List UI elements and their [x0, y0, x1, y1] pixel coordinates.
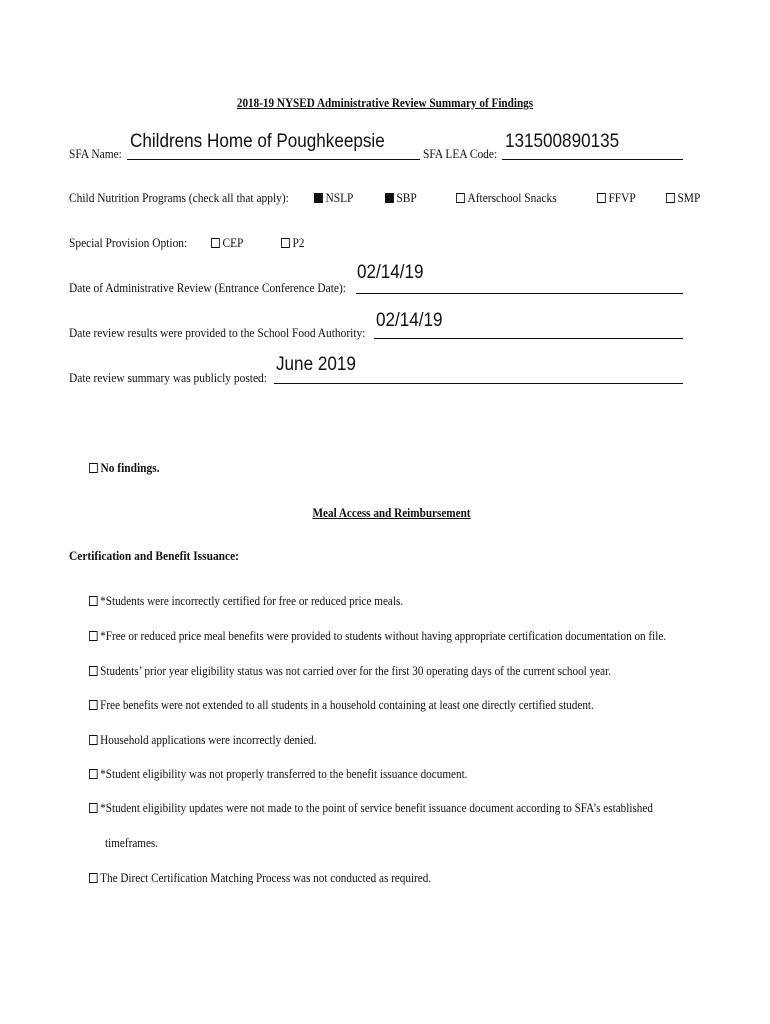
- no-findings-option[interactable]: [89, 460, 160, 476]
- no-findings-checkbox[interactable]: [89, 463, 98, 473]
- review-date-underline: [356, 293, 683, 294]
- program-nslp[interactable]: [314, 190, 353, 206]
- sbp-checkbox[interactable]: [385, 193, 394, 203]
- finding-checkbox[interactable]: [89, 803, 98, 813]
- cep-label: CEP: [222, 235, 244, 250]
- finding-checkbox[interactable]: [89, 873, 98, 883]
- finding-checkbox[interactable]: [89, 631, 98, 641]
- section-title: Meal Access and Reimbursement: [312, 505, 471, 520]
- finding-text: *Student eligibility was not properly transferred to the benefit issuance document.: [100, 766, 468, 781]
- posted-date-underline: [274, 383, 683, 384]
- finding-text: Household applications were incorrectly denied.: [100, 732, 317, 747]
- finding-item[interactable]: [89, 732, 317, 748]
- cep-checkbox[interactable]: [211, 238, 220, 248]
- afterschool-snacks-label: Afterschool Snacks: [467, 190, 557, 205]
- program-smp[interactable]: [666, 190, 700, 206]
- p2-checkbox[interactable]: [281, 238, 290, 248]
- smp-checkbox[interactable]: [666, 193, 675, 203]
- sfa-name-label: SFA Name:: [69, 146, 122, 161]
- finding-item[interactable]: [89, 870, 431, 886]
- posted-date-value[interactable]: June 2019: [276, 354, 356, 375]
- results-date-value[interactable]: 02/14/19: [376, 310, 443, 331]
- finding-item[interactable]: [89, 628, 666, 644]
- program-sbp[interactable]: [385, 190, 417, 206]
- finding-item[interactable]: [89, 766, 467, 782]
- review-date-label: Date of Administrative Review (Entrance Conference Date):: [69, 280, 346, 295]
- finding-text: The Direct Certification Matching Process was not conducted as required.: [100, 870, 432, 885]
- finding-item[interactable]: [89, 697, 594, 713]
- finding-text: *Free or reduced price meal benefits were provided to students without having appropriate certification documentation on file.: [100, 628, 667, 643]
- special-provision-label: Special Provision Option:: [69, 235, 188, 250]
- finding-item[interactable]: [89, 800, 653, 816]
- finding-item[interactable]: [89, 593, 403, 609]
- results-date-label: Date review results were provided to the School Food Authority:: [69, 325, 366, 340]
- finding-checkbox[interactable]: [89, 700, 98, 710]
- sfa-lea-code-underline: [502, 159, 683, 160]
- sfa-lea-code-value[interactable]: 131500890135: [505, 131, 620, 152]
- program-afterschool-snacks[interactable]: [456, 190, 557, 206]
- ffvp-label: FFVP: [608, 190, 636, 205]
- sfa-lea-code-label: SFA LEA Code:: [423, 146, 498, 161]
- p2-label: P2: [292, 235, 305, 250]
- finding-continuation: timeframes.: [105, 835, 159, 850]
- review-date-value[interactable]: 02/14/19: [357, 262, 424, 283]
- provision-p2[interactable]: [281, 235, 305, 251]
- afterschool-snacks-checkbox[interactable]: [456, 193, 465, 203]
- posted-date-label: Date review summary was publicly posted:: [69, 370, 267, 385]
- results-date-underline: [374, 338, 683, 339]
- smp-label: SMP: [677, 190, 701, 205]
- subsection-title: Certification and Benefit Issuance:: [69, 548, 240, 563]
- no-findings-label: No findings.: [100, 460, 160, 475]
- nslp-checkbox[interactable]: [314, 193, 323, 203]
- sfa-name-underline: [127, 159, 420, 160]
- finding-text: Free benefits were not extended to all students in a household containing at least one directly certified student.: [100, 697, 594, 712]
- sfa-name-value[interactable]: Childrens Home of Poughkeepsie: [130, 131, 385, 152]
- finding-text: *Students were incorrectly certified for free or reduced price meals.: [100, 593, 404, 608]
- programs-label: Child Nutrition Programs (check all that apply):: [69, 190, 289, 205]
- finding-text: *Student eligibility updates were not made to the point of service benefit issuance document according to SFA’s established: [100, 800, 653, 815]
- finding-item[interactable]: [89, 663, 611, 679]
- provision-cep[interactable]: [211, 235, 243, 251]
- finding-checkbox[interactable]: [89, 769, 98, 779]
- sbp-label: SBP: [396, 190, 417, 205]
- finding-checkbox[interactable]: [89, 735, 98, 745]
- form-title: 2018-19 NYSED Administrative Review Summary of Findings: [236, 95, 534, 110]
- ffvp-checkbox[interactable]: [597, 193, 606, 203]
- program-ffvp[interactable]: [597, 190, 636, 206]
- nslp-label: NSLP: [325, 190, 354, 205]
- finding-checkbox[interactable]: [89, 596, 98, 606]
- finding-checkbox[interactable]: [89, 666, 98, 676]
- finding-text: Students’ prior year eligibility status was not carried over for the first 30 operating days of the current school year.: [100, 663, 612, 678]
